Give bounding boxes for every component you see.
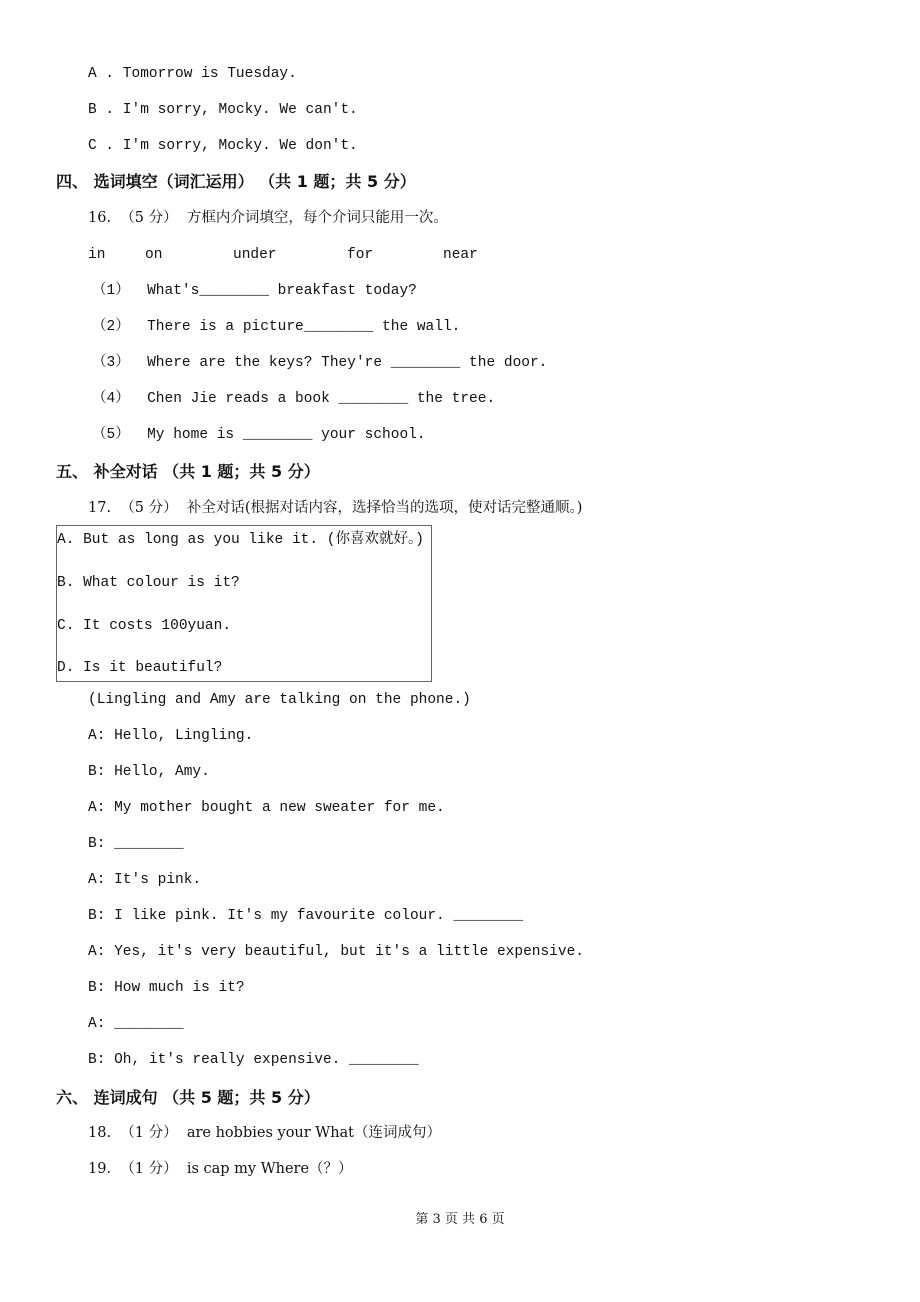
q17-stem: 17. （5 分） 补全对话(根据对话内容，选择恰当的选项，使对话完整通顺。) — [88, 500, 583, 516]
box-option-d: D. Is it beautiful? — [57, 660, 223, 676]
q16-item-1: （1） What's________ breakfast today? — [92, 283, 417, 299]
q15-option-b: B . I'm sorry, Mocky. We can't. — [88, 102, 358, 118]
word-bank-item: on — [145, 247, 163, 263]
page-number: 第 3 页 共 6 页 — [415, 1212, 505, 1227]
options-box — [56, 525, 432, 682]
q15-option-a: A . Tomorrow is Tuesday. — [88, 66, 297, 82]
q16-item-4: （4） Chen Jie reads a book ________ the tree. — [92, 391, 496, 407]
section-5-heading: 五、 补全对话 （共 1 题；共 5 分） — [56, 462, 320, 481]
box-option-a: A. But as long as you like it. (你喜欢就好。) — [57, 532, 424, 548]
section-6-heading: 六、 连词成句 （共 5 题；共 5 分） — [56, 1088, 320, 1107]
dialogue-line: (Lingling and Amy are talking on the phone.) — [88, 692, 471, 708]
q15-option-c: C . I'm sorry, Mocky. We don't. — [88, 138, 358, 154]
word-bank-item: near — [443, 247, 478, 263]
dialogue-line: B: ________ — [88, 836, 184, 852]
q16-item-3: （3） Where are the keys? They're ________ the door. — [92, 355, 548, 371]
word-bank-item: under — [233, 247, 277, 263]
q19: 19. （1 分） is cap my Where（？） — [88, 1161, 353, 1177]
q18: 18. （1 分） are hobbies your What（连词成句） — [88, 1125, 442, 1141]
dialogue-line: A: My mother bought a new sweater for me. — [88, 800, 445, 816]
q16-stem: 16. （5 分） 方框内介词填空，每个介词只能用一次。 — [88, 210, 448, 226]
dialogue-line: A: Yes, it's very beautiful, but it's a little expensive. — [88, 944, 584, 960]
section-4-heading: 四、 选词填空（词汇运用） （共 1 题；共 5 分） — [56, 172, 416, 191]
dialogue-line: A: ________ — [88, 1016, 184, 1032]
dialogue-line: B: Oh, it's really expensive. ________ — [88, 1052, 419, 1068]
dialogue-line: B: I like pink. It's my favourite colour. ________ — [88, 908, 524, 924]
box-option-c: C. It costs 100yuan. — [57, 618, 232, 634]
dialogue-line: A: Hello, Lingling. — [88, 728, 254, 744]
dialogue-line: A: It's pink. — [88, 872, 202, 888]
dialogue-line: B: Hello, Amy. — [88, 764, 210, 780]
word-bank-item: for — [347, 247, 374, 263]
dialogue-line: B: How much is it? — [88, 980, 245, 996]
q16-item-5: （5） My home is ________ your school. — [92, 427, 426, 443]
q16-item-2: （2） There is a picture________ the wall. — [92, 319, 461, 335]
box-option-b: B. What colour is it? — [57, 575, 240, 591]
word-bank-item: in — [88, 247, 106, 263]
